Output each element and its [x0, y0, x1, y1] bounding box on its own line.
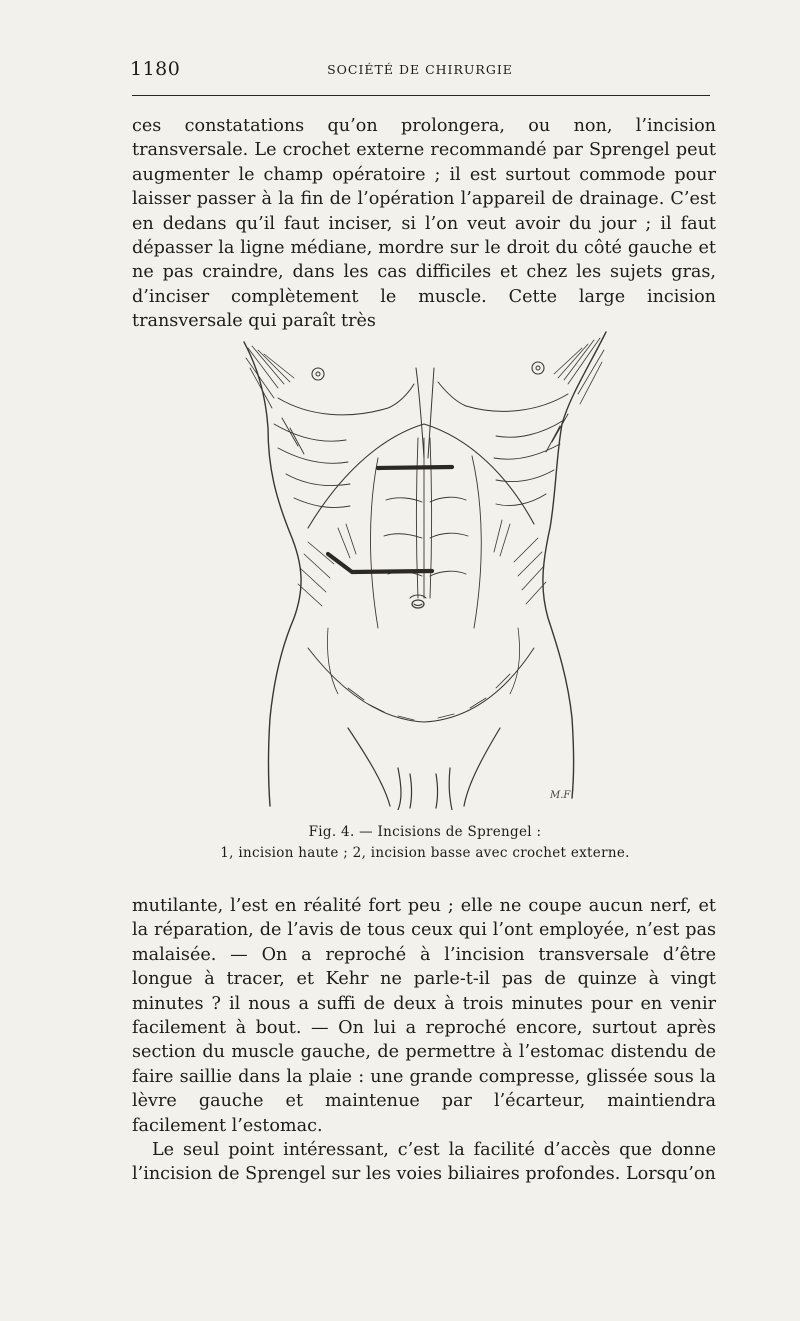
costal-arch	[308, 424, 534, 528]
pectoral-left	[278, 384, 414, 415]
paragraph-new: Le seul point intéressant, c’est la facilité d’accès que donne l’incision de Sprengel sur les voies biliaires profondes. Lorsqu’on	[132, 1140, 716, 1185]
rectus-intersections	[384, 497, 468, 576]
flank-left-shading	[298, 524, 356, 606]
groin-left	[348, 728, 390, 806]
running-title: SOCIÉTÉ DE CHIRURGIE	[327, 62, 513, 77]
groin-right	[464, 728, 500, 806]
pubis-lines	[398, 768, 452, 810]
figure-illustration	[238, 328, 610, 810]
shoulder-left-shading	[246, 346, 294, 408]
torso-engraving	[238, 328, 610, 810]
paragraph-continuation: mutilante, l’est en réalité fort peu ; elle ne coupe aucun nerf, et la réparation, de l’avis de tous ceux qui l’ont employée, n’est pas malaisée. — On a reproché à l’incision transversale d’être longue à tracer, et Kehr ne parle-t-il pas de quinze à vingt minutes ? il nous a suffi de deux à trois minutes pour en venir facilement à bout. — On lui a reproché encore, surtout après section du muscle gauche, de permettre à l’estomac distendu de faire saillie dans la plaie : une grande compresse, glissée sous la lèvre gauche et maintenue par l’écarteur, maintiendra facilement l’estomac.	[132, 896, 716, 1136]
rectus-borders	[371, 456, 482, 628]
ribs-left	[274, 418, 350, 508]
pectoral-right	[438, 382, 568, 411]
page-number: 1180	[130, 58, 181, 80]
right-nipple	[532, 362, 544, 374]
shoulder-right-shading	[554, 338, 604, 404]
caption-title: Fig. 4. — Incisions de Sprengel :	[308, 824, 542, 840]
incision-haute	[378, 467, 452, 468]
header-rule	[132, 95, 710, 96]
body-text-bottom	[132, 894, 716, 1187]
engraver-signature: M.F	[550, 790, 571, 801]
right-nipple-center	[536, 366, 540, 370]
sternum	[416, 368, 434, 458]
figure-caption	[140, 822, 710, 864]
torso-left-outline	[244, 342, 301, 806]
left-nipple	[312, 368, 324, 380]
running-head	[130, 58, 710, 82]
paragraph-continued: ces constatations qu’on prolongera, ou non, l’incision transversale. Le crochet externe recommandé par Sprengel peut augmenter le champ opératoire ; il est surtout commode pour laisser passer à la fin de l’opération l’appareil de drainage. C’est en dedans qu’il faut inciser, si l’on veut avoir du jour ; il faut dépasser la ligne médiane, mordre sur le droit du côté gauche et ne pas craindre, dans les cas difficiles et chez les sujets gras, d’inciser complètement le muscle. Cette large incision transversale qui paraît très	[132, 116, 716, 332]
caption-legend: 1, incision haute ; 2, incision basse avec crochet externe.	[220, 845, 630, 861]
body-text-top	[132, 114, 716, 334]
flank-right-shading	[494, 520, 546, 604]
linea-alba	[417, 438, 432, 598]
lower-abdomen	[308, 648, 534, 722]
lower-abdomen-shading	[327, 628, 519, 720]
left-nipple-center	[316, 372, 320, 376]
